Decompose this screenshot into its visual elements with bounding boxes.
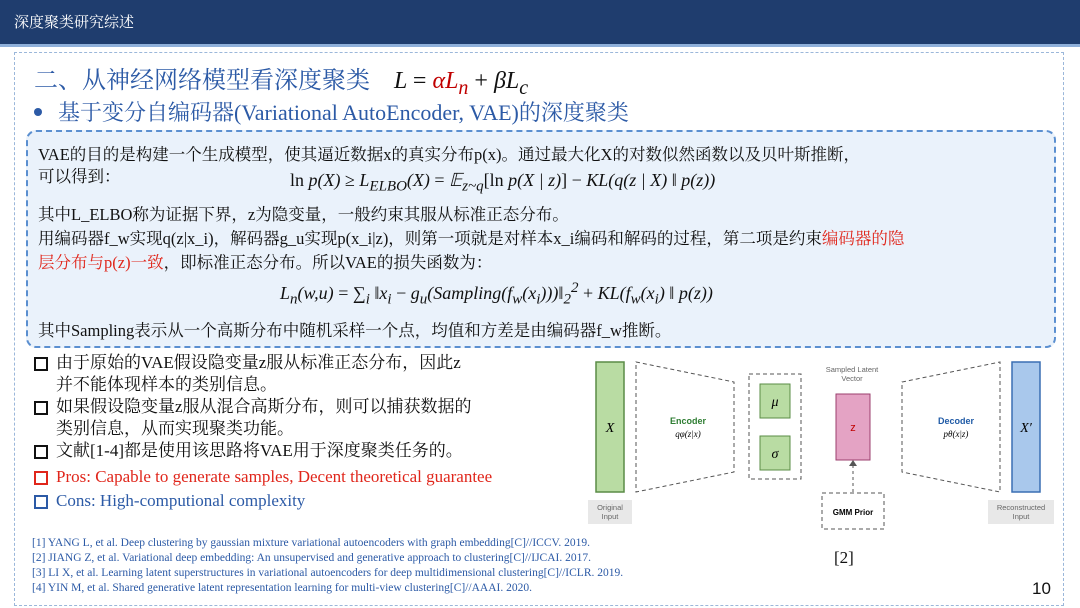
- encoder-function: qφ(z|x): [675, 429, 701, 439]
- vae-line-6: 其中Sampling表示从一个高斯分布中随机采样一个点，均值和方差是由编码器f_w推断。: [38, 321, 672, 340]
- mu-label: μ: [771, 395, 779, 410]
- bullet-dot: [34, 108, 42, 116]
- point-2-line-2: 类别信息，从而实现聚类功能。: [56, 419, 294, 438]
- sampled-latent-line-2: Vector: [841, 374, 863, 383]
- vae-line-4-highlight: 编码器的隐: [821, 229, 905, 248]
- z-label: z: [850, 422, 856, 434]
- vae-line-5: [38, 252, 492, 274]
- checkbox-square-icon: [34, 401, 48, 415]
- reconstructed-line-1: Reconstructed: [996, 503, 1046, 512]
- cons-item: [34, 490, 594, 512]
- gmm-prior-label: GMM Prior: [832, 508, 874, 517]
- reference-1: [1] YANG L, et al. Deep clustering by gaussian mixture variational autoencoders with graph embedding[C]//ICCV. 2019.: [32, 537, 590, 549]
- point-item: [34, 396, 594, 440]
- point-1-line-2: 并不能体现样本的类别信息。: [56, 375, 277, 394]
- slide-title: 二、从神经网络模型看深度聚类: [34, 66, 370, 94]
- reference-2: [2] JIANG Z, et al. Variational deep embedding: An unsupervised and generative approach to clustering[C]//IJCAI. 2017.: [32, 552, 591, 564]
- reference-4: [4] YIN M, et al. Shared generative latent representation learning for multi-view clustering[C]//AAAI. 2020.: [32, 582, 532, 594]
- point-item: [34, 440, 594, 462]
- decoder-label: Decoder: [937, 416, 975, 426]
- title-equation: $L = \alpha L_n + \beta L_c$: [394, 68, 529, 99]
- checkbox-square-icon: [34, 445, 48, 459]
- original-line-1: Original: [597, 503, 623, 512]
- loss-equation: $L_n(w,u) = \sum_i$ $‖x_i$ − $g_u(Sampling(f_w(x_i)))‖_2^2 + KL(f_w(x_i)$ ‖ p(z)): [280, 280, 713, 308]
- sigma-label: σ: [771, 447, 779, 462]
- input-x-label: X: [605, 421, 615, 436]
- checkbox-square-icon: [34, 357, 48, 371]
- vae-line-5-highlight: 层分布与p(z)一致: [38, 253, 164, 272]
- header-bar: [0, 0, 1080, 44]
- figure-citation: [2]: [834, 548, 854, 567]
- point-3-line-1: 文献[1-4]都是使用该思路将VAE用于深度聚类任务的。: [56, 441, 463, 460]
- elbo-equation: $\ln p(X) \ge L_{ELBO}(X)$ = 𝔼$_{z\sim q}$[ln p(X | z)] − KL(q(z | X) ‖ p(z)): [290, 170, 716, 195]
- pros-text: Pros: Capable to generate samples, Decent theoretical guarantee: [56, 467, 493, 486]
- slide-title-row: [34, 60, 529, 99]
- points-list: [34, 352, 594, 512]
- decoder-trapezoid: [902, 362, 1000, 492]
- checkbox-square-icon: [34, 471, 48, 485]
- page-number: 10: [1032, 579, 1051, 598]
- bullet-text: 基于变分自编码器(Variational AutoEncoder, VAE)的深度聚类: [58, 100, 629, 125]
- vae-architecture-diagram: [584, 356, 1060, 540]
- encoder-label: Encoder: [669, 416, 707, 426]
- vae-line-2: 可以得到：: [38, 167, 121, 186]
- sampled-latent-line-1: Sampled Latent: [825, 365, 879, 374]
- references: [32, 536, 623, 596]
- cons-text: Cons: High-computional complexity: [56, 491, 306, 510]
- point-item: [34, 352, 594, 396]
- decoder-function: pθ(x|z): [943, 429, 969, 439]
- vae-line-3: 其中L_ELBO称为证据下界，z为隐变量，一般约束其服从标准正态分布。: [38, 205, 569, 224]
- gmm-arrow-head-icon: [849, 460, 857, 466]
- vae-line-4: [38, 228, 904, 250]
- pros-item: [34, 466, 594, 488]
- vae-line-5-text: ，即标准正态分布。所以VAE的损失函数为：: [163, 253, 493, 272]
- header-divider: [0, 44, 1080, 47]
- checkbox-square-icon: [34, 495, 48, 509]
- reconstructed-line-2: Input: [1012, 512, 1030, 521]
- vae-line-4-text: 用编码器f_w实现q(z|x_i)，解码器g_u实现p(x_i|z)，则第一项就是对样本x_i编码和解码的过程，第二项是约束: [38, 229, 822, 248]
- header-title: 深度聚类研究综述: [14, 13, 135, 31]
- point-2-line-1: 如果假设隐变量z服从混合高斯分布，则可以捕获数据的: [56, 397, 472, 416]
- encoder-trapezoid: [636, 362, 734, 492]
- output-x-label: X′: [1020, 421, 1032, 436]
- reference-3: [3] LI X, et al. Learning latent superstructures in variational autoencoders for deep multidimensional clustering[C]//ICLR. 2019.: [32, 567, 624, 579]
- original-line-2: Input: [601, 512, 619, 521]
- section-bullet: [34, 96, 629, 127]
- vae-line-1: VAE的目的是构建一个生成模型，使其逼近数据x的真实分布p(x)。通过最大化X的对数似然函数以及贝叶斯推断，: [38, 145, 860, 164]
- point-1-line-1: 由于原始的VAE假设隐变量z服从标准正态分布，因此z: [56, 353, 461, 372]
